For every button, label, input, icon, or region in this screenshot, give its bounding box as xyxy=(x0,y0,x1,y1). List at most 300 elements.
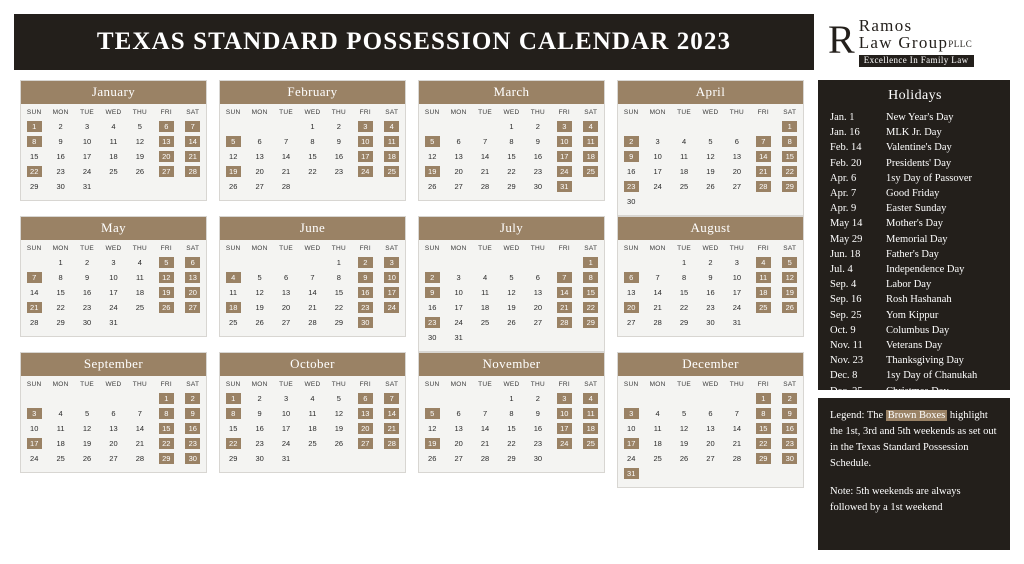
week-row xyxy=(220,436,405,451)
day-cell-empty xyxy=(697,391,723,406)
weekday-header: THU xyxy=(132,245,148,252)
day-cell-highlighted: 22 xyxy=(578,300,604,315)
day-cell-empty xyxy=(671,119,697,134)
day-cell: 20 xyxy=(732,167,742,176)
week-row xyxy=(419,406,604,421)
month-table xyxy=(21,107,206,194)
holiday-item xyxy=(830,353,1000,368)
weekday-header: THU xyxy=(729,381,745,388)
day-cell-empty xyxy=(750,119,776,134)
day-cell-highlighted: 10 xyxy=(551,134,577,149)
day-cell-highlighted: 4 xyxy=(379,119,405,134)
holidays-title: Holidays xyxy=(888,88,942,103)
day-cell: 6 xyxy=(456,409,461,418)
month-table xyxy=(618,243,803,330)
day-cell-highlighted: 8 xyxy=(578,270,604,285)
day-cell-empty xyxy=(326,179,352,194)
legend-highlight-swatch: Brown Boxes xyxy=(887,410,946,421)
day-cell: 29 xyxy=(30,182,39,191)
day-cell-highlighted: 7 xyxy=(21,270,47,285)
week-row xyxy=(220,134,405,149)
logo-line-2 xyxy=(859,34,974,51)
day-cell-highlighted: 21 xyxy=(379,421,405,436)
month-august xyxy=(611,216,810,352)
day-cell-highlighted: 2 xyxy=(419,270,445,285)
day-cell-highlighted: 6 xyxy=(153,119,179,134)
holiday-item xyxy=(830,216,1000,231)
day-cell: 24 xyxy=(653,182,662,191)
day-cell: 13 xyxy=(732,152,742,161)
month-name: September xyxy=(21,353,206,376)
weekday-header: THU xyxy=(729,109,745,116)
weekday-header: TUE xyxy=(478,109,492,116)
month-name: December xyxy=(618,353,803,376)
day-cell: 26 xyxy=(679,454,689,463)
weekday-header: THU xyxy=(132,381,148,388)
weekday-header: SUN xyxy=(225,245,241,252)
day-cell: 17 xyxy=(454,303,463,312)
day-cell-empty xyxy=(618,119,644,134)
week-row xyxy=(220,315,405,330)
day-cell-empty xyxy=(299,255,325,270)
day-cell: 5 xyxy=(257,273,262,282)
day-cell-empty xyxy=(326,451,352,466)
holiday-name: Easter Sunday xyxy=(886,203,947,215)
day-cell: 12 xyxy=(428,152,437,161)
day-cell-empty xyxy=(379,315,405,330)
day-cell: 4 xyxy=(137,258,142,267)
holiday-item xyxy=(830,308,1000,323)
month-name: August xyxy=(618,217,803,240)
day-cell-empty xyxy=(21,255,47,270)
day-cell: 25 xyxy=(480,318,490,327)
day-cell-empty xyxy=(445,255,471,270)
holiday-name: Labor Day xyxy=(886,279,932,291)
day-cell-highlighted: 2 xyxy=(352,255,378,270)
weekday-header: SAT xyxy=(783,109,797,116)
holiday-date: Oct. 9 xyxy=(830,324,856,336)
day-cell: 28 xyxy=(732,454,742,463)
holiday-name: Thanksgiving Day xyxy=(886,355,964,367)
weekday-header: SAT xyxy=(385,245,399,252)
day-cell-highlighted: 24 xyxy=(379,300,405,315)
day-cell-highlighted: 23 xyxy=(777,436,803,451)
month-name: October xyxy=(220,353,405,376)
day-cell: 26 xyxy=(706,182,715,191)
day-cell: 27 xyxy=(255,182,264,191)
day-cell: 8 xyxy=(310,137,315,146)
week-row xyxy=(618,119,803,134)
weekday-header: WED xyxy=(503,245,520,252)
holidays-panel xyxy=(818,80,1010,397)
day-cell-empty xyxy=(525,255,551,270)
day-cell-empty xyxy=(644,255,670,270)
weekday-header: SUN xyxy=(26,381,42,388)
day-cell: 7 xyxy=(310,273,315,282)
day-cell: 17 xyxy=(281,424,291,433)
day-cell-highlighted: 1 xyxy=(750,391,776,406)
day-cell-highlighted: 1 xyxy=(153,391,179,406)
day-cell-highlighted: 27 xyxy=(180,300,206,315)
week-row xyxy=(419,451,604,466)
day-cell-empty xyxy=(127,179,153,194)
month-table xyxy=(220,107,405,194)
day-cell-empty xyxy=(299,451,325,466)
day-cell: 18 xyxy=(308,424,317,433)
weekday-header: MON xyxy=(649,245,666,252)
day-cell: 26 xyxy=(507,318,516,327)
day-cell-empty xyxy=(379,179,405,194)
day-cell: 7 xyxy=(283,137,289,146)
weekday-header: TUE xyxy=(80,381,94,388)
day-cell-empty xyxy=(472,330,498,345)
day-cell: 14 xyxy=(281,152,291,161)
holiday-date: Nov. 23 xyxy=(830,355,864,367)
week-row xyxy=(618,270,803,285)
day-cell-empty xyxy=(697,466,723,481)
holiday-item xyxy=(830,232,1000,247)
day-cell-empty xyxy=(498,330,524,345)
day-cell-highlighted: 21 xyxy=(750,164,776,179)
day-cell: 22 xyxy=(334,303,344,312)
month-january xyxy=(14,80,213,216)
week-row xyxy=(618,406,803,421)
weekday-header: THU xyxy=(331,245,347,252)
week-row xyxy=(618,421,803,436)
day-cell: 29 xyxy=(507,182,516,191)
day-cell-empty xyxy=(379,451,405,466)
day-cell-empty xyxy=(777,315,803,330)
day-cell-empty xyxy=(551,330,577,345)
month-name: May xyxy=(21,217,206,240)
weekday-header: FRI xyxy=(757,109,769,116)
day-cell: 29 xyxy=(507,454,516,463)
week-row xyxy=(618,451,803,466)
month-name: July xyxy=(419,217,604,240)
day-cell: 5 xyxy=(84,409,90,418)
holiday-date: Jun. 18 xyxy=(830,248,861,260)
day-cell: 23 xyxy=(56,167,65,176)
weekday-header: FRI xyxy=(757,245,769,252)
day-cell-highlighted: 20 xyxy=(153,149,179,164)
day-cell: 1 xyxy=(336,258,341,267)
day-cell-highlighted: 9 xyxy=(419,285,445,300)
day-cell-highlighted: 5 xyxy=(153,255,179,270)
day-cell-highlighted: 15 xyxy=(750,421,776,436)
weekday-header: TUE xyxy=(478,381,492,388)
day-cell: 12 xyxy=(507,288,516,297)
week-row xyxy=(419,255,604,270)
day-cell-highlighted: 11 xyxy=(578,406,604,421)
weekday-header: THU xyxy=(530,381,546,388)
day-cell-empty xyxy=(220,119,246,134)
day-cell: 31 xyxy=(454,333,463,342)
month-april xyxy=(611,80,810,216)
week-row xyxy=(21,164,206,179)
day-cell-highlighted: 12 xyxy=(777,270,803,285)
week-row xyxy=(618,179,803,194)
week-row xyxy=(21,179,206,194)
day-cell: 24 xyxy=(109,303,118,312)
day-cell: 27 xyxy=(454,454,463,463)
day-cell-empty xyxy=(724,466,750,481)
day-cell: 10 xyxy=(30,424,39,433)
weekday-header: MON xyxy=(450,381,467,388)
day-cell: 11 xyxy=(109,137,118,146)
day-cell: 28 xyxy=(480,182,490,191)
holiday-name: Mother's Day xyxy=(886,218,944,230)
day-cell: 19 xyxy=(706,167,715,176)
day-cell-highlighted: 28 xyxy=(379,436,405,451)
weekday-header: FRI xyxy=(558,109,570,116)
day-cell-empty xyxy=(273,255,299,270)
weekday-header: SUN xyxy=(623,381,639,388)
day-cell: 14 xyxy=(653,288,662,297)
day-cell: 14 xyxy=(30,288,39,297)
week-row xyxy=(618,285,803,300)
day-cell: 4 xyxy=(482,273,488,282)
day-cell: 12 xyxy=(428,424,437,433)
holiday-date: Nov. 11 xyxy=(830,340,863,352)
day-cell: 22 xyxy=(308,167,317,176)
day-cell: 16 xyxy=(82,288,92,297)
day-cell: 15 xyxy=(229,424,238,433)
day-cell-highlighted: 18 xyxy=(220,300,246,315)
day-cell: 14 xyxy=(480,152,490,161)
day-cell-highlighted: 10 xyxy=(352,134,378,149)
month-may xyxy=(14,216,213,352)
day-cell: 4 xyxy=(310,394,315,403)
day-cell: 9 xyxy=(84,273,90,282)
week-row xyxy=(21,149,206,164)
holiday-item xyxy=(830,201,1000,216)
day-cell: 20 xyxy=(533,303,543,312)
day-cell: 15 xyxy=(308,152,317,161)
day-cell: 9 xyxy=(535,137,540,146)
day-cell-highlighted: 29 xyxy=(153,451,179,466)
holiday-date: May 14 xyxy=(830,218,863,230)
day-cell: 21 xyxy=(480,167,490,176)
holiday-name: 1sy Day of Passover xyxy=(886,172,973,184)
day-cell: 2 xyxy=(84,258,90,267)
day-cell: 16 xyxy=(533,152,543,161)
day-cell-empty xyxy=(472,391,498,406)
day-cell-highlighted: 1 xyxy=(777,119,803,134)
day-cell: 12 xyxy=(255,288,264,297)
holiday-item xyxy=(830,338,1000,353)
day-cell-empty xyxy=(551,451,577,466)
day-cell-highlighted: 10 xyxy=(379,270,405,285)
day-cell: 14 xyxy=(480,424,490,433)
day-cell-highlighted: 6 xyxy=(352,391,378,406)
week-row xyxy=(618,149,803,164)
day-cell-highlighted: 21 xyxy=(180,149,206,164)
weekday-header: THU xyxy=(132,109,148,116)
weekday-header: SUN xyxy=(424,109,440,116)
day-cell: 28 xyxy=(135,454,145,463)
week-row xyxy=(220,391,405,406)
month-row xyxy=(14,80,810,216)
day-cell: 10 xyxy=(82,137,92,146)
day-cell-empty xyxy=(578,330,604,345)
day-cell-empty xyxy=(127,391,153,406)
weekday-header: MON xyxy=(649,109,666,116)
day-cell-highlighted: 22 xyxy=(777,164,803,179)
day-cell-empty xyxy=(498,255,524,270)
holiday-item xyxy=(830,262,1000,277)
day-cell-empty xyxy=(246,119,272,134)
day-cell: 2 xyxy=(257,394,262,403)
day-cell: 7 xyxy=(482,137,488,146)
week-row xyxy=(220,149,405,164)
holiday-item xyxy=(830,171,1000,186)
day-cell-highlighted: 5 xyxy=(220,134,246,149)
day-cell-highlighted: 20 xyxy=(352,421,378,436)
weekday-header: SAT xyxy=(584,109,598,116)
day-cell: 31 xyxy=(82,182,92,191)
month-december xyxy=(611,352,810,488)
week-row xyxy=(419,436,604,451)
day-cell-highlighted: 15 xyxy=(578,285,604,300)
day-cell: 9 xyxy=(336,137,341,146)
day-cell-empty xyxy=(724,119,750,134)
week-row xyxy=(21,285,206,300)
day-cell-highlighted: 30 xyxy=(777,451,803,466)
day-cell: 27 xyxy=(281,318,291,327)
weekday-header: WED xyxy=(304,381,321,388)
day-cell: 14 xyxy=(135,424,145,433)
day-cell: 16 xyxy=(428,303,437,312)
day-cell-highlighted: 7 xyxy=(180,119,206,134)
day-cell: 27 xyxy=(706,454,715,463)
holiday-name: Good Friday xyxy=(886,188,940,200)
day-cell-highlighted: 19 xyxy=(419,436,445,451)
day-cell: 21 xyxy=(480,439,490,448)
day-cell-highlighted: 18 xyxy=(750,285,776,300)
day-cell-highlighted: 8 xyxy=(153,406,179,421)
legend-body: highlight the 1st, 3rd and 5th weekends as set out in the Texas Standard Possession Schedule. xyxy=(830,410,997,469)
day-cell: 14 xyxy=(308,288,317,297)
weekday-header: SAT xyxy=(186,381,200,388)
week-row xyxy=(419,285,604,300)
holiday-date: Sep. 16 xyxy=(830,294,862,306)
month-table xyxy=(419,107,604,194)
day-cell-empty xyxy=(618,391,644,406)
day-cell-highlighted: 7 xyxy=(750,134,776,149)
logo-text xyxy=(859,17,974,67)
day-cell: 8 xyxy=(58,273,63,282)
day-cell: 12 xyxy=(706,152,715,161)
day-cell-empty xyxy=(551,255,577,270)
day-cell: 23 xyxy=(533,167,543,176)
week-row xyxy=(419,421,604,436)
weekday-header: FRI xyxy=(359,381,371,388)
day-cell-highlighted: 17 xyxy=(379,285,405,300)
day-cell: 5 xyxy=(708,137,713,146)
day-cell: 12 xyxy=(135,137,145,146)
day-cell-highlighted: 13 xyxy=(180,270,206,285)
day-cell: 1 xyxy=(681,258,687,267)
day-cell-highlighted: 4 xyxy=(220,270,246,285)
day-cell: 22 xyxy=(679,303,689,312)
month-table xyxy=(618,107,803,209)
day-cell-highlighted: 7 xyxy=(551,270,577,285)
day-cell: 23 xyxy=(533,439,543,448)
week-row xyxy=(21,255,206,270)
month-july xyxy=(412,216,611,352)
holiday-item xyxy=(830,277,1000,292)
day-cell-highlighted: 25 xyxy=(750,300,776,315)
day-cell-highlighted: 6 xyxy=(618,270,644,285)
day-cell: 13 xyxy=(454,152,463,161)
day-cell-highlighted: 11 xyxy=(750,270,776,285)
holiday-item xyxy=(830,125,1000,140)
day-cell: 26 xyxy=(428,454,437,463)
day-cell-highlighted: 8 xyxy=(21,134,47,149)
day-cell: 13 xyxy=(706,424,715,433)
logo-line-1: Ramos xyxy=(858,16,913,35)
holiday-name: Independence Day xyxy=(886,264,965,276)
day-cell: 10 xyxy=(109,273,118,282)
day-cell: 30 xyxy=(56,182,65,191)
day-cell: 4 xyxy=(111,122,116,131)
day-cell-highlighted: 23 xyxy=(352,300,378,315)
weekday-header: MON xyxy=(649,381,666,388)
day-cell-highlighted: 30 xyxy=(352,315,378,330)
day-cell: 29 xyxy=(229,454,238,463)
day-cell-highlighted: 1 xyxy=(220,391,246,406)
weekday-header: FRI xyxy=(160,109,172,116)
day-cell-highlighted: 6 xyxy=(180,255,206,270)
holiday-date: Jul. 4 xyxy=(830,264,853,276)
day-cell-highlighted: 17 xyxy=(551,149,577,164)
week-row xyxy=(419,164,604,179)
day-cell-empty xyxy=(644,466,670,481)
day-cell: 13 xyxy=(255,152,264,161)
day-cell: 17 xyxy=(82,152,92,161)
day-cell-highlighted: 28 xyxy=(750,179,776,194)
day-cell: 11 xyxy=(653,424,662,433)
day-cell: 5 xyxy=(509,273,514,282)
month-table xyxy=(21,379,206,466)
day-cell: 26 xyxy=(255,318,264,327)
day-cell: 30 xyxy=(533,182,543,191)
weekday-header: TUE xyxy=(677,109,691,116)
day-cell-empty xyxy=(697,119,723,134)
week-row xyxy=(618,194,803,209)
day-cell-highlighted: 27 xyxy=(153,164,179,179)
weekday-header: MON xyxy=(450,109,467,116)
day-cell: 23 xyxy=(255,439,264,448)
day-cell: 15 xyxy=(334,288,344,297)
day-cell-highlighted: 12 xyxy=(153,270,179,285)
day-cell-highlighted: 20 xyxy=(180,285,206,300)
day-cell: 16 xyxy=(627,167,636,176)
week-row xyxy=(220,406,405,421)
week-row xyxy=(21,391,206,406)
day-cell: 28 xyxy=(308,318,317,327)
day-cell-highlighted: 5 xyxy=(419,406,445,421)
day-cell: 11 xyxy=(135,273,144,282)
day-cell-highlighted: 19 xyxy=(777,285,803,300)
week-row xyxy=(618,436,803,451)
week-row xyxy=(419,300,604,315)
day-cell-empty xyxy=(445,119,471,134)
holiday-name: MLK Jr. Day xyxy=(886,127,942,139)
holiday-name: Columbus Day xyxy=(886,324,950,336)
day-cell: 18 xyxy=(109,152,118,161)
day-cell-highlighted: 23 xyxy=(180,436,206,451)
